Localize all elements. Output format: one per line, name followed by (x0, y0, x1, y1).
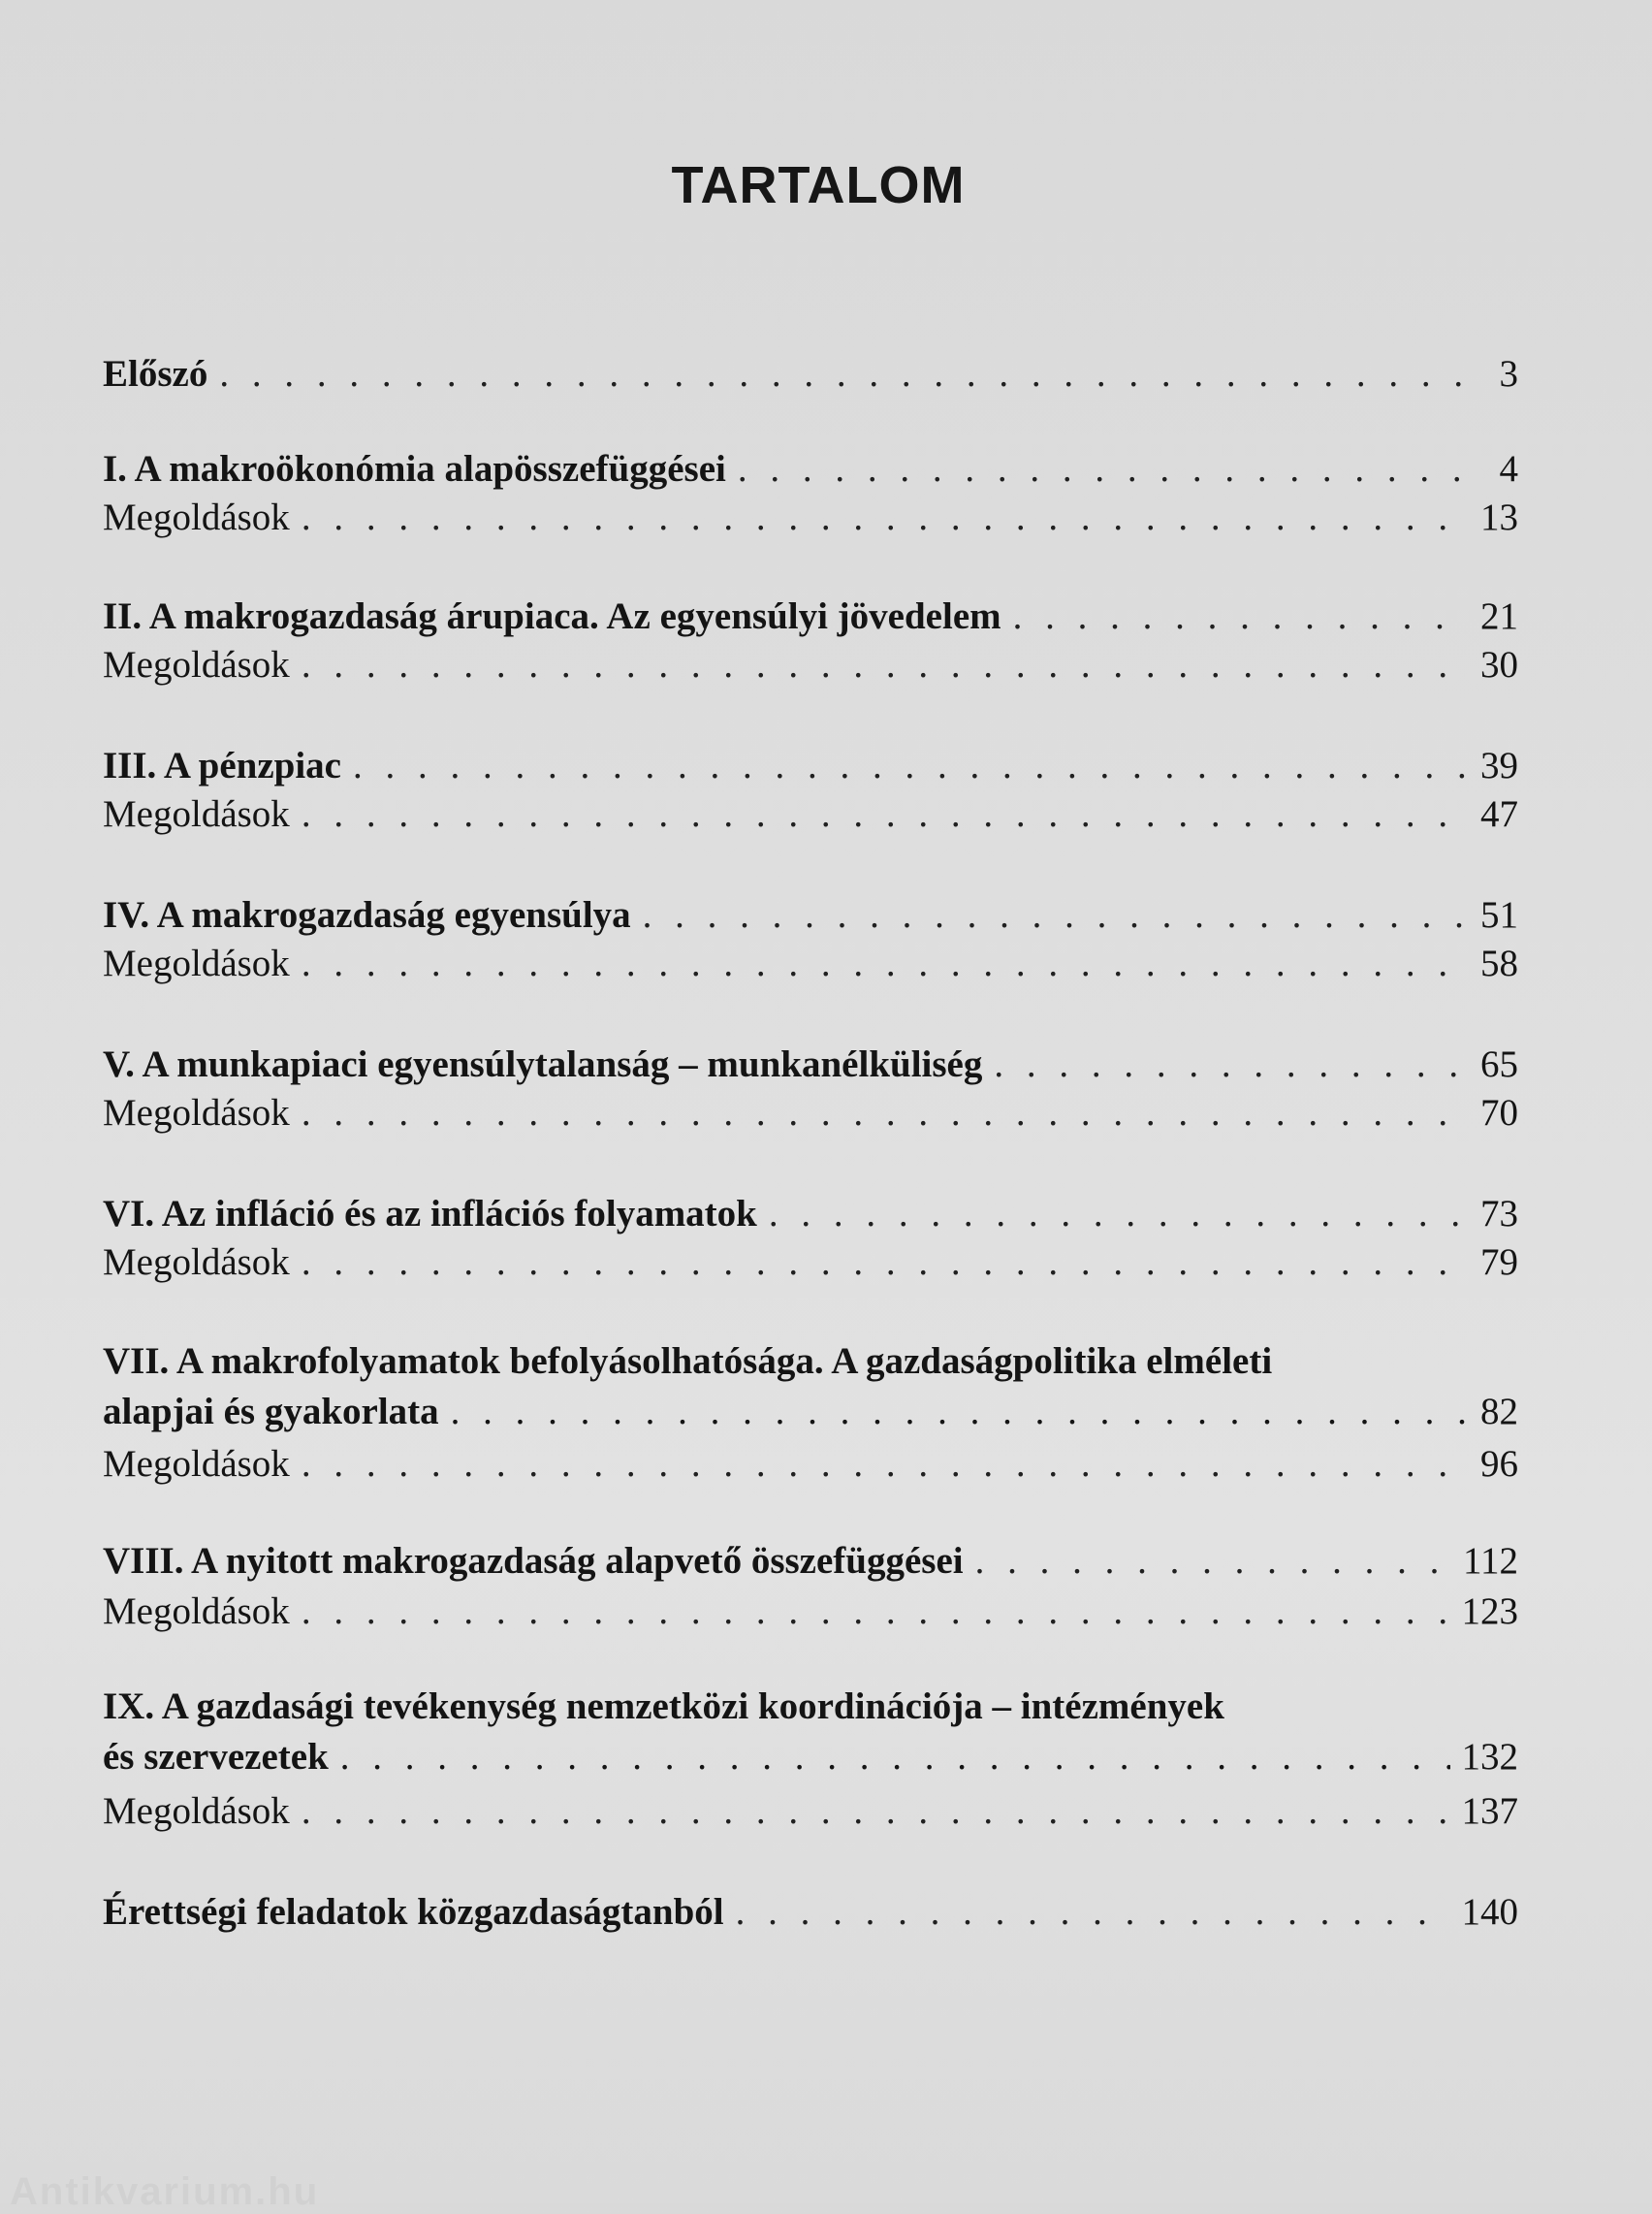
toc-entry-label: Megoldások (103, 1241, 290, 1283)
toc-entry-solutions-1[interactable] (103, 493, 1518, 543)
toc-page-number: 65 (1480, 1043, 1518, 1085)
dot-leader (302, 1439, 1468, 1490)
toc-entry-solutions-2[interactable] (103, 640, 1518, 690)
toc-entry-label-line1: IX. A gazdasági tevékenység nemzetközi koordinációja – intézmények (103, 1685, 1224, 1727)
toc-entry-solutions-8[interactable] (103, 1587, 1518, 1637)
toc-entry-chapter-7[interactable] (103, 1336, 1518, 1437)
toc-entry-chapter-4[interactable] (103, 890, 1518, 941)
dot-leader (643, 890, 1468, 941)
toc-page-number: 51 (1480, 894, 1518, 936)
dot-leader (975, 1536, 1451, 1587)
toc-entry-label: III. A pénzpiac (103, 745, 341, 786)
watermark: Antikvarium.hu (10, 2170, 320, 2213)
dot-leader (219, 349, 1468, 400)
toc-entry-label: alapjai és gyakorlata (103, 1391, 439, 1432)
toc-page-number: 137 (1461, 1790, 1518, 1832)
toc-entry-label-line1: VII. A makrofolyamatok befolyásolhatósága. A gazdaságpolitika elméleti (103, 1340, 1273, 1382)
dot-leader (994, 1040, 1468, 1090)
dot-leader (738, 444, 1468, 495)
toc-entry-chapter-2[interactable] (103, 592, 1518, 642)
toc-entry-label: Előszó (103, 353, 208, 395)
toc-entry-chapter-8[interactable] (103, 1536, 1518, 1587)
toc-entry-eloszo[interactable] (103, 349, 1518, 400)
toc-page-number: 73 (1480, 1193, 1518, 1235)
dot-leader (451, 1387, 1469, 1437)
toc-entry-label: Megoldások (103, 793, 290, 835)
dot-leader (1013, 592, 1468, 642)
toc-entry-solutions-5[interactable] (103, 1088, 1518, 1139)
toc-entry-label: Megoldások (103, 644, 290, 686)
dot-leader (340, 1732, 1450, 1782)
toc-entry-erettsegi[interactable] (103, 1887, 1518, 1938)
toc-page-number: 4 (1499, 448, 1518, 490)
toc-page-number: 21 (1480, 595, 1518, 637)
toc-entry-label: Megoldások (103, 1443, 290, 1485)
dot-leader (302, 1587, 1450, 1637)
toc-page-number: 132 (1461, 1736, 1518, 1778)
toc-entry-label: Megoldások (103, 1790, 290, 1832)
toc-page-number: 112 (1462, 1540, 1518, 1582)
toc-entry-label: Megoldások (103, 943, 290, 984)
toc-page-number: 3 (1499, 353, 1518, 395)
toc-entry-label: Érettségi feladatok közgazdaságtanból (103, 1891, 724, 1933)
dot-leader (353, 741, 1468, 791)
toc-page-number: 123 (1461, 1590, 1518, 1632)
toc-entry-solutions-6[interactable] (103, 1237, 1518, 1288)
toc-entry-solutions-3[interactable] (103, 789, 1518, 840)
toc-entry-label: VIII. A nyitott makrogazdaság alapvető összefüggései (103, 1540, 964, 1582)
toc-entry-solutions-7[interactable] (103, 1439, 1518, 1490)
dot-leader (302, 1237, 1468, 1288)
toc-entry-chapter-1[interactable] (103, 444, 1518, 495)
dot-leader (302, 1088, 1468, 1139)
toc-page-number: 47 (1480, 793, 1518, 835)
toc-page-number: 96 (1480, 1443, 1518, 1485)
toc-page-number: 58 (1480, 943, 1518, 984)
dot-leader (302, 939, 1468, 989)
toc-entry-chapter-6[interactable] (103, 1189, 1518, 1239)
dot-leader (302, 640, 1468, 690)
toc-page-number: 79 (1480, 1241, 1518, 1283)
toc-entry-chapter-3[interactable] (103, 741, 1518, 791)
toc-page-number: 82 (1480, 1391, 1518, 1432)
toc-entry-label: Megoldások (103, 1590, 290, 1632)
toc-page-number: 30 (1480, 644, 1518, 686)
toc-entry-solutions-4[interactable] (103, 939, 1518, 989)
toc-entry-label: IV. A makrogazdaság egyensúlya (103, 894, 631, 936)
toc-page-number: 13 (1480, 497, 1518, 538)
dot-leader (302, 493, 1468, 543)
toc-entry-label: II. A makrogazdaság árupiaca. Az egyensúlyi jövedelem (103, 595, 1001, 637)
dot-leader (302, 789, 1468, 840)
toc-page-number: 70 (1480, 1092, 1518, 1134)
toc-entry-label: Megoldások (103, 1092, 290, 1134)
dot-leader (302, 1786, 1450, 1837)
toc-entry-chapter-5[interactable] (103, 1040, 1518, 1090)
toc-page-number: 39 (1480, 745, 1518, 786)
dot-leader (736, 1887, 1450, 1938)
toc-entry-solutions-9[interactable] (103, 1786, 1518, 1837)
toc-entry-label: és szervezetek (103, 1736, 329, 1778)
dot-leader (769, 1189, 1468, 1239)
toc-entry-label: VI. Az infláció és az inflációs folyamatok (103, 1193, 757, 1235)
toc-entry-label: V. A munkapiaci egyensúlytalanság – munkanélküliség (103, 1043, 983, 1085)
toc-entry-label: Megoldások (103, 497, 290, 538)
page-title: TARTALOM (671, 156, 966, 214)
toc-page-number: 140 (1461, 1891, 1518, 1933)
toc-entry-chapter-9[interactable] (103, 1682, 1518, 1782)
toc-entry-label: I. A makroökonómia alapösszefüggései (103, 448, 726, 490)
